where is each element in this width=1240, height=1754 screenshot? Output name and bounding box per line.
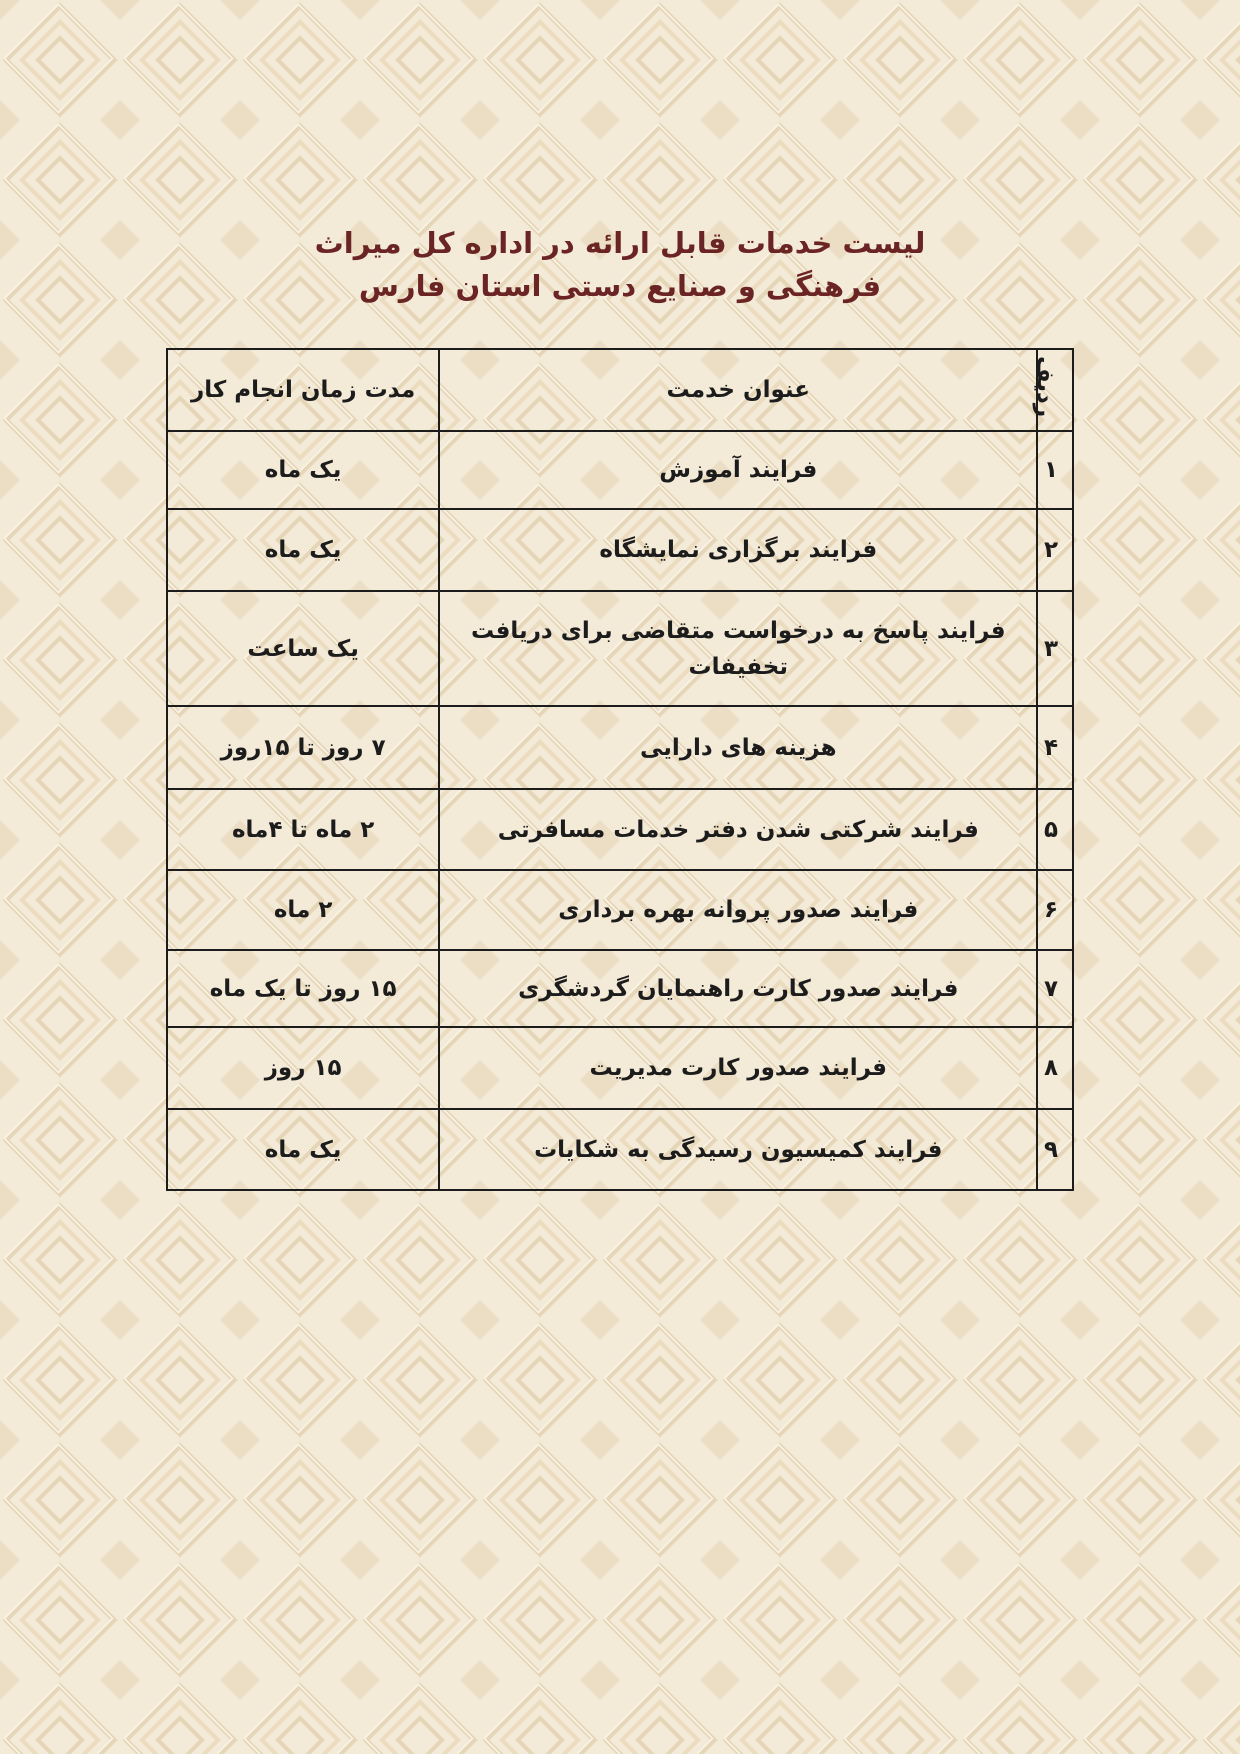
row-duration: یک ماه	[167, 431, 439, 509]
row-duration: یک ساعت	[167, 591, 439, 706]
row-duration: ۱۵ روز تا یک ماه	[167, 950, 439, 1027]
row-title: فرایند صدور کارت راهنمایان گردشگری	[439, 950, 1037, 1027]
table-header-row	[167, 349, 1073, 431]
table-row	[167, 789, 1073, 870]
row-title: فرایند شرکتی شدن دفتر خدمات مسافرتی	[439, 789, 1037, 870]
services-table	[166, 348, 1074, 1191]
row-number: ۲	[1037, 509, 1073, 591]
table-row	[167, 591, 1073, 706]
row-number: ۳	[1037, 591, 1073, 706]
row-title: فرایند برگزاری نمایشگاه	[439, 509, 1037, 591]
row-title: فرایند آموزش	[439, 431, 1037, 509]
row-number: ۶	[1037, 870, 1073, 950]
table-row	[167, 706, 1073, 789]
table-row	[167, 1109, 1073, 1190]
row-duration: یک ماه	[167, 509, 439, 591]
row-title: فرایند پاسخ به درخواست متقاضی برای دریافت تخفیفات	[439, 591, 1037, 706]
row-title: فرایند صدور کارت مدیریت	[439, 1027, 1037, 1109]
row-duration: ۱۵ روز	[167, 1027, 439, 1109]
row-number: ۵	[1037, 789, 1073, 870]
row-number: ۱	[1037, 431, 1073, 509]
row-duration: ۷ روز تا ۱۵روز	[167, 706, 439, 789]
table-row	[167, 950, 1073, 1027]
table-row	[167, 509, 1073, 591]
header-number	[1032, 349, 1073, 431]
row-title: فرایند صدور پروانه بهره برداری	[439, 870, 1037, 950]
row-number: ۷	[1037, 950, 1073, 1027]
row-number: ۸	[1037, 1027, 1073, 1109]
page-title	[0, 222, 1240, 308]
table-row	[167, 870, 1073, 950]
row-number: ۴	[1037, 706, 1073, 789]
row-duration: ۲ ماه تا ۴ماه	[167, 789, 439, 870]
title-line-2: فرهنگی و صنایع دستی استان فارس	[358, 269, 882, 303]
row-title: هزینه های دارایی	[439, 706, 1037, 789]
row-duration: ۲ ماه	[167, 870, 439, 950]
header-duration: مدت زمان انجام کار	[167, 349, 439, 431]
table-row	[167, 1027, 1073, 1109]
row-duration: یک ماه	[167, 1109, 439, 1190]
row-title: فرایند کمیسیون رسیدگی به شکایات	[439, 1109, 1037, 1190]
table-row	[167, 431, 1073, 509]
row-number: ۹	[1037, 1109, 1073, 1190]
header-title: عنوان خدمت	[439, 349, 1037, 431]
title-line-1: لیست خدمات قابل ارائه در اداره کل میراث	[314, 226, 926, 260]
header-number-label: ردیف	[1032, 356, 1058, 418]
